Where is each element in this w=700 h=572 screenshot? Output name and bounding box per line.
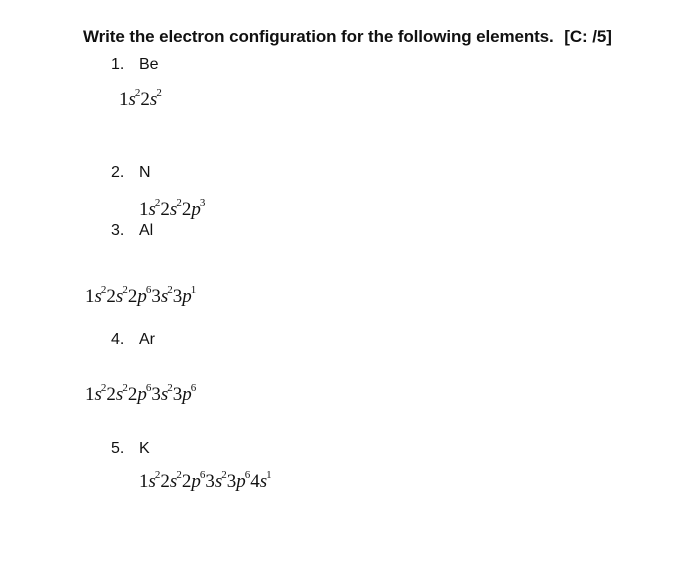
electron-count: 2 bbox=[221, 469, 227, 481]
electron-count: 2 bbox=[122, 284, 128, 296]
electron-count: 2 bbox=[156, 87, 162, 99]
electron-count: 2 bbox=[154, 469, 161, 481]
orbital-term bbox=[151, 383, 172, 404]
electron-count: 2 bbox=[176, 197, 182, 209]
answer-configuration-4 bbox=[85, 383, 196, 404]
orbital-letter: s bbox=[214, 471, 223, 492]
shell-number: 2 bbox=[127, 384, 138, 405]
orbital-term bbox=[250, 470, 271, 491]
question-item-5 bbox=[111, 440, 150, 458]
orbital-term bbox=[85, 285, 106, 306]
orbital-term bbox=[106, 285, 127, 306]
answer-configuration-1 bbox=[119, 88, 162, 109]
electron-count: 2 bbox=[176, 469, 182, 481]
orbital-term bbox=[173, 383, 197, 404]
score-box: [C: /5] bbox=[564, 27, 612, 46]
question-item-3 bbox=[111, 222, 153, 240]
shell-number: 1 bbox=[139, 471, 149, 492]
shell-number: 3 bbox=[205, 471, 215, 492]
orbital-term bbox=[182, 198, 206, 219]
shell-number: 1 bbox=[85, 384, 95, 405]
electron-count: 6 bbox=[190, 382, 197, 394]
orbital-term bbox=[106, 383, 127, 404]
electron-count: 2 bbox=[154, 197, 161, 209]
electron-count: 1 bbox=[266, 469, 272, 481]
electron-count: 6 bbox=[199, 469, 206, 481]
electron-count: 2 bbox=[100, 382, 107, 394]
orbital-term bbox=[227, 470, 251, 491]
heading-text: Write the electron configuration for the following elements. bbox=[83, 27, 554, 46]
shell-number: 3 bbox=[151, 384, 161, 405]
shell-number: 1 bbox=[139, 199, 149, 220]
answer-configuration-5 bbox=[139, 470, 272, 491]
question-number: 5. bbox=[111, 440, 125, 457]
shell-number: 1 bbox=[85, 286, 95, 307]
electron-count: 6 bbox=[145, 284, 152, 296]
electron-count: 3 bbox=[199, 197, 206, 209]
orbital-term bbox=[128, 285, 152, 306]
shell-number: 3 bbox=[172, 384, 183, 405]
orbital-term bbox=[139, 198, 160, 219]
shell-number: 2 bbox=[181, 471, 192, 492]
shell-number: 2 bbox=[127, 286, 138, 307]
orbital-letter: s bbox=[128, 89, 136, 110]
electron-count: 2 bbox=[100, 284, 107, 296]
electron-count: 1 bbox=[190, 284, 197, 296]
orbital-letter: s bbox=[115, 384, 124, 405]
orbital-letter: p bbox=[236, 471, 246, 492]
shell-number: 2 bbox=[140, 89, 150, 110]
element-symbol: N bbox=[139, 164, 151, 181]
orbital-letter: p bbox=[182, 384, 192, 405]
element-symbol: Ar bbox=[139, 331, 155, 348]
worksheet-heading bbox=[83, 27, 612, 47]
orbital-term bbox=[140, 88, 161, 109]
shell-number: 2 bbox=[106, 286, 116, 307]
element-symbol: Al bbox=[139, 222, 154, 239]
orbital-letter: s bbox=[259, 471, 268, 492]
orbital-letter: s bbox=[148, 471, 156, 492]
shell-number: 2 bbox=[160, 199, 170, 220]
orbital-letter: s bbox=[94, 286, 102, 307]
electron-count: 6 bbox=[244, 469, 251, 481]
orbital-letter: s bbox=[149, 89, 158, 110]
question-number: 4. bbox=[111, 331, 125, 348]
shell-number: 4 bbox=[250, 471, 260, 492]
orbital-letter: p bbox=[182, 286, 192, 307]
electron-count: 2 bbox=[134, 87, 141, 99]
orbital-letter: s bbox=[169, 199, 178, 220]
orbital-term bbox=[119, 88, 140, 109]
orbital-term bbox=[160, 198, 181, 219]
orbital-letter: s bbox=[148, 199, 156, 220]
orbital-term bbox=[128, 383, 152, 404]
orbital-letter: s bbox=[94, 384, 102, 405]
orbital-letter: p bbox=[137, 384, 147, 405]
element-symbol: Be bbox=[139, 56, 159, 73]
shell-number: 2 bbox=[160, 471, 170, 492]
orbital-term bbox=[173, 285, 197, 306]
electron-count: 6 bbox=[145, 382, 152, 394]
electron-count: 2 bbox=[167, 382, 173, 394]
orbital-letter: s bbox=[160, 384, 169, 405]
shell-number: 2 bbox=[106, 384, 116, 405]
orbital-term bbox=[205, 470, 226, 491]
shell-number: 2 bbox=[181, 199, 192, 220]
orbital-letter: p bbox=[191, 471, 201, 492]
orbital-letter: s bbox=[115, 286, 124, 307]
answer-configuration-2 bbox=[139, 198, 205, 219]
shell-number: 3 bbox=[151, 286, 161, 307]
question-number: 2. bbox=[111, 164, 125, 181]
answer-configuration-3 bbox=[85, 285, 196, 306]
question-item-1 bbox=[111, 56, 159, 74]
orbital-term bbox=[85, 383, 106, 404]
electron-count: 2 bbox=[122, 382, 128, 394]
orbital-letter: p bbox=[137, 286, 147, 307]
question-item-2 bbox=[111, 164, 151, 182]
electron-count: 2 bbox=[167, 284, 173, 296]
orbital-term bbox=[182, 470, 206, 491]
shell-number: 3 bbox=[172, 286, 183, 307]
question-number: 3. bbox=[111, 222, 125, 239]
orbital-letter: p bbox=[191, 199, 201, 220]
orbital-term bbox=[139, 470, 160, 491]
orbital-letter: s bbox=[169, 471, 178, 492]
question-item-4 bbox=[111, 331, 155, 349]
orbital-term bbox=[160, 470, 181, 491]
orbital-term bbox=[151, 285, 172, 306]
question-number: 1. bbox=[111, 56, 125, 73]
shell-number: 3 bbox=[226, 471, 237, 492]
orbital-letter: s bbox=[160, 286, 169, 307]
element-symbol: K bbox=[139, 440, 150, 457]
shell-number: 1 bbox=[119, 89, 129, 110]
